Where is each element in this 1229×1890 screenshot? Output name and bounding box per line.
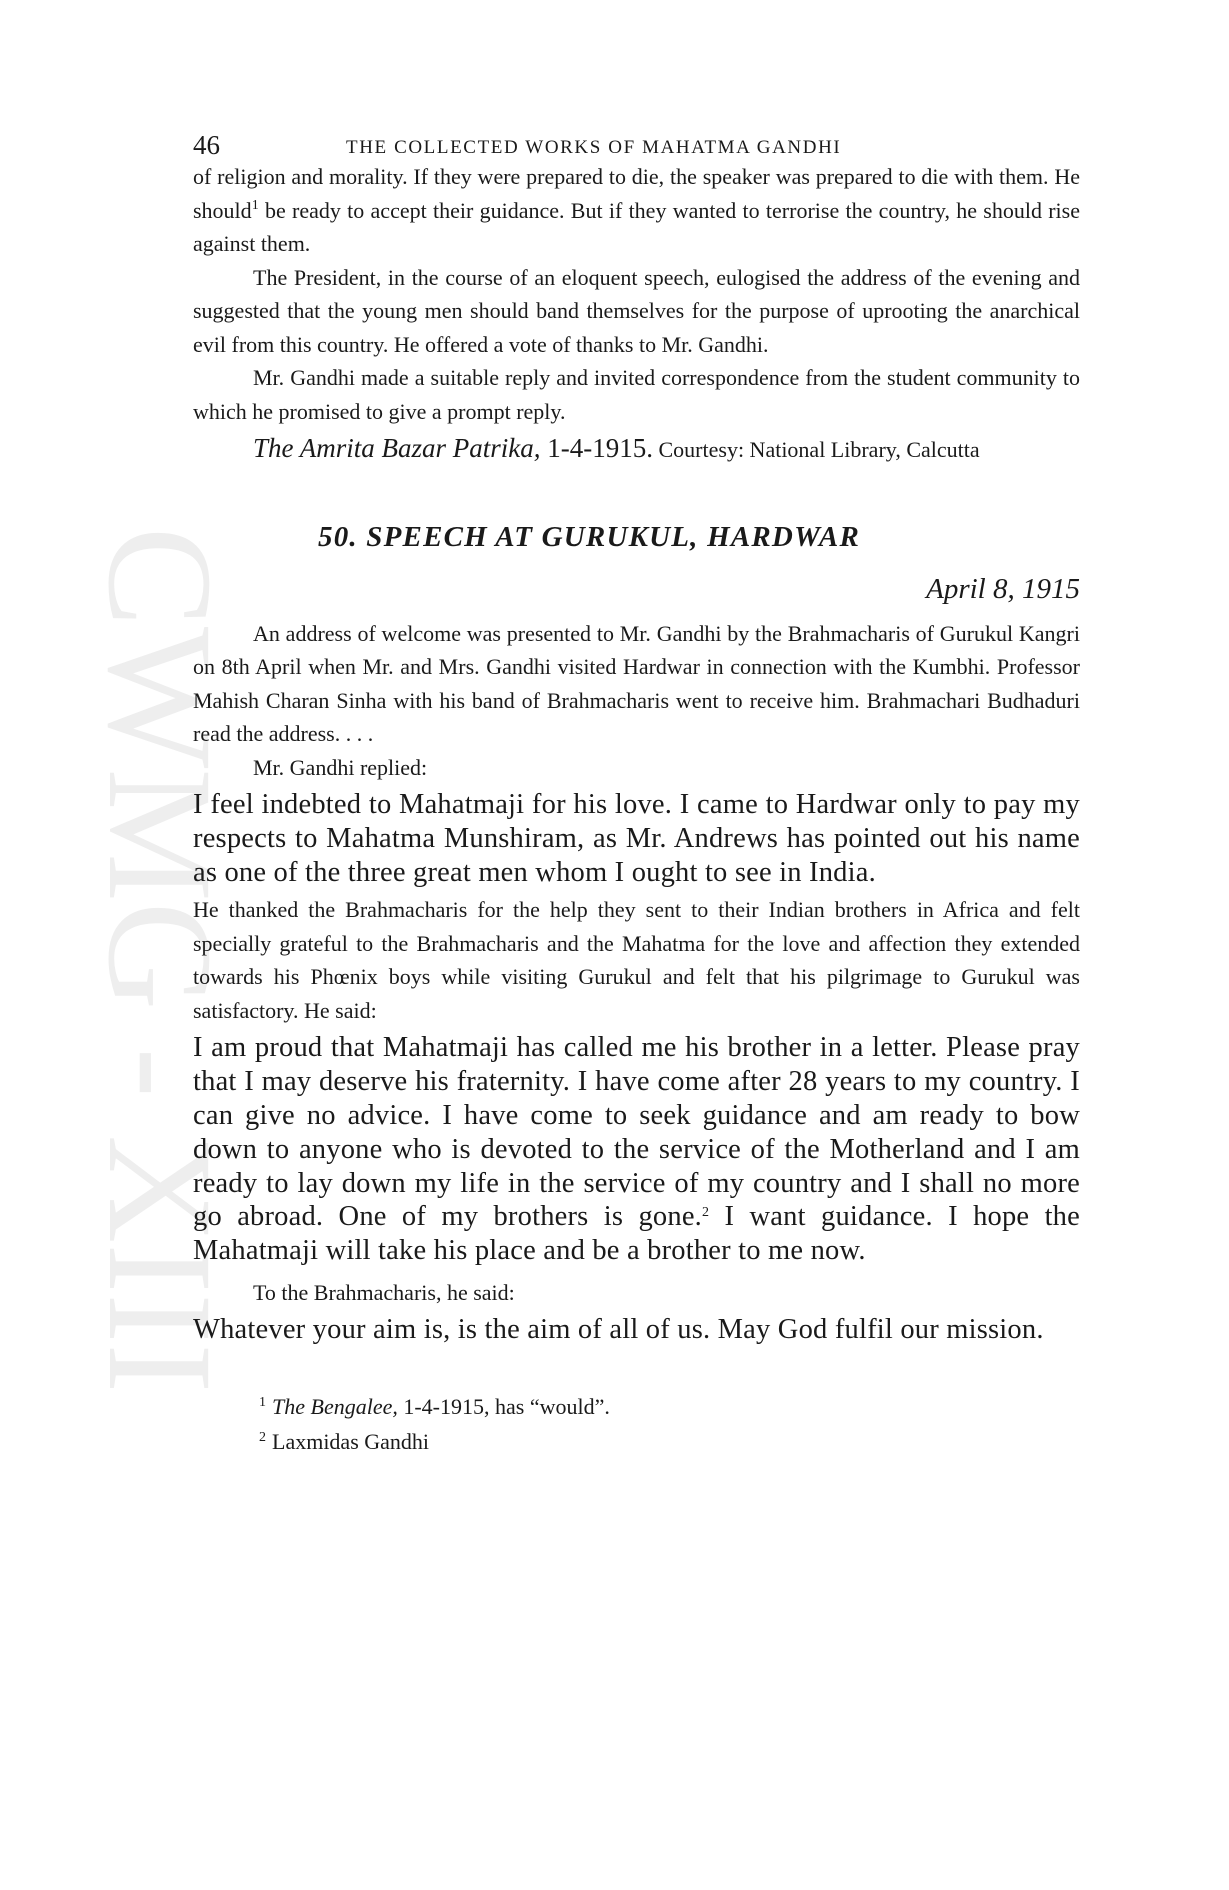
speech-paragraph-3: Whatever your aim is, is the aim of all of us. May God fulfil our mission. bbox=[193, 1314, 1044, 1346]
section-heading: 50. SPEECH AT GURUKUL, HARDWAR bbox=[318, 520, 860, 553]
source-title: The Amrita Bazar Patrika, bbox=[253, 433, 541, 463]
to-brahmacharis-line: To the Brahmacharis, he said: bbox=[253, 1279, 515, 1305]
replied-line: Mr. Gandhi replied: bbox=[253, 754, 428, 780]
report-paragraph: He thanked the Brahmacharis for the help they sent to their Indian brothers in Africa and felt specially grateful to the Brahmacharis and the Mahatma for the love and affection they extended towards his Phœnix boys while visiting Gurukul and felt that his pilgrimage to Gurukul was satisfactory. He said: bbox=[193, 897, 1080, 1023]
paragraph-prev-1 bbox=[193, 160, 1080, 261]
dateline: April 8, 1915 bbox=[926, 572, 1080, 605]
footnotes bbox=[193, 1387, 1080, 1457]
speech-text: I want guidance. I hope the Mahatmaji will take his place and be a brother to me now. bbox=[193, 1201, 1080, 1267]
footnote-text: 1-4-1915, has “would”. bbox=[397, 1394, 610, 1420]
paragraph-text: be ready to accept their guidance. But if they wanted to terrorise the country, he should rise against them. bbox=[193, 197, 1080, 256]
speech-text: I am proud that Mahatmaji has called me his brother in a letter. Please pray that I may deserve his fraternity. I have come after 28 years to my country. I can give no advice. I have come to seek guidance and am ready to bow down to anyone who is devoted to the service of the Motherland and I am ready to lay down my life in the service of my country and I shall no more go abroad. One of my brothers is gone. bbox=[193, 1032, 1080, 1233]
footnote-number: 2 bbox=[259, 1430, 266, 1446]
page-number: 46 bbox=[193, 130, 220, 160]
source-citation bbox=[193, 432, 1080, 467]
watermark-text: CWMG - XIII bbox=[77, 526, 243, 1394]
footnote-1 bbox=[259, 1387, 1080, 1422]
paragraph-prev-3: Mr. Gandhi made a suitable reply and invited correspondence from the student community to which he promised to give a prompt reply. bbox=[193, 365, 1080, 424]
source-courtesy: Courtesy: National Library, Calcutta bbox=[653, 437, 980, 462]
running-title: THE COLLECTED WORKS OF MAHATMA GANDHI bbox=[346, 137, 842, 158]
intro-paragraph: An address of welcome was presented to Mr. Gandhi by the Brahmacharis of Gurukul Kangri on 8th April when Mr. and Mrs. Gandhi visited Hardwar in connection with the Kumbhi. Professor Mahish Charan Sinha with his band of Brahmacharis went to receive him. Brahmachari Budhaduri read the address. . . . bbox=[193, 620, 1080, 746]
footnote-title: The Bengalee, bbox=[272, 1394, 398, 1420]
paragraph-text: of religion and morality. If they were prepared to die, the speaker was prepared to die with them. He should bbox=[193, 164, 1080, 223]
footnote-text: Laxmidas Gandhi bbox=[272, 1429, 430, 1455]
footnote-2 bbox=[259, 1422, 1080, 1457]
speech-paragraph-1: I feel indebted to Mahatmaji for his love. I came to Hardwar only to pay my respects to Mahatma Munshiram, as Mr. Andrews has pointed out his name as one of the three great men whom I ought to see in India. bbox=[193, 789, 1080, 888]
paragraph-prev-2: The President, in the course of an eloquent speech, eulogised the address of the evening and suggested that the young men should band themselves for the purpose of uprooting the anarchical evil from this country. He offered a vote of thanks to Mr. Gandhi. bbox=[193, 264, 1080, 357]
footnote-ref: 2 bbox=[702, 1205, 710, 1221]
footnote-number: 1 bbox=[259, 1395, 266, 1411]
speech-paragraph-2 bbox=[193, 1031, 1080, 1268]
source-date: 1-4-1915. bbox=[540, 433, 653, 463]
footnote-ref: 1 bbox=[251, 197, 259, 213]
page bbox=[193, 120, 1080, 1457]
running-head bbox=[193, 120, 1080, 160]
